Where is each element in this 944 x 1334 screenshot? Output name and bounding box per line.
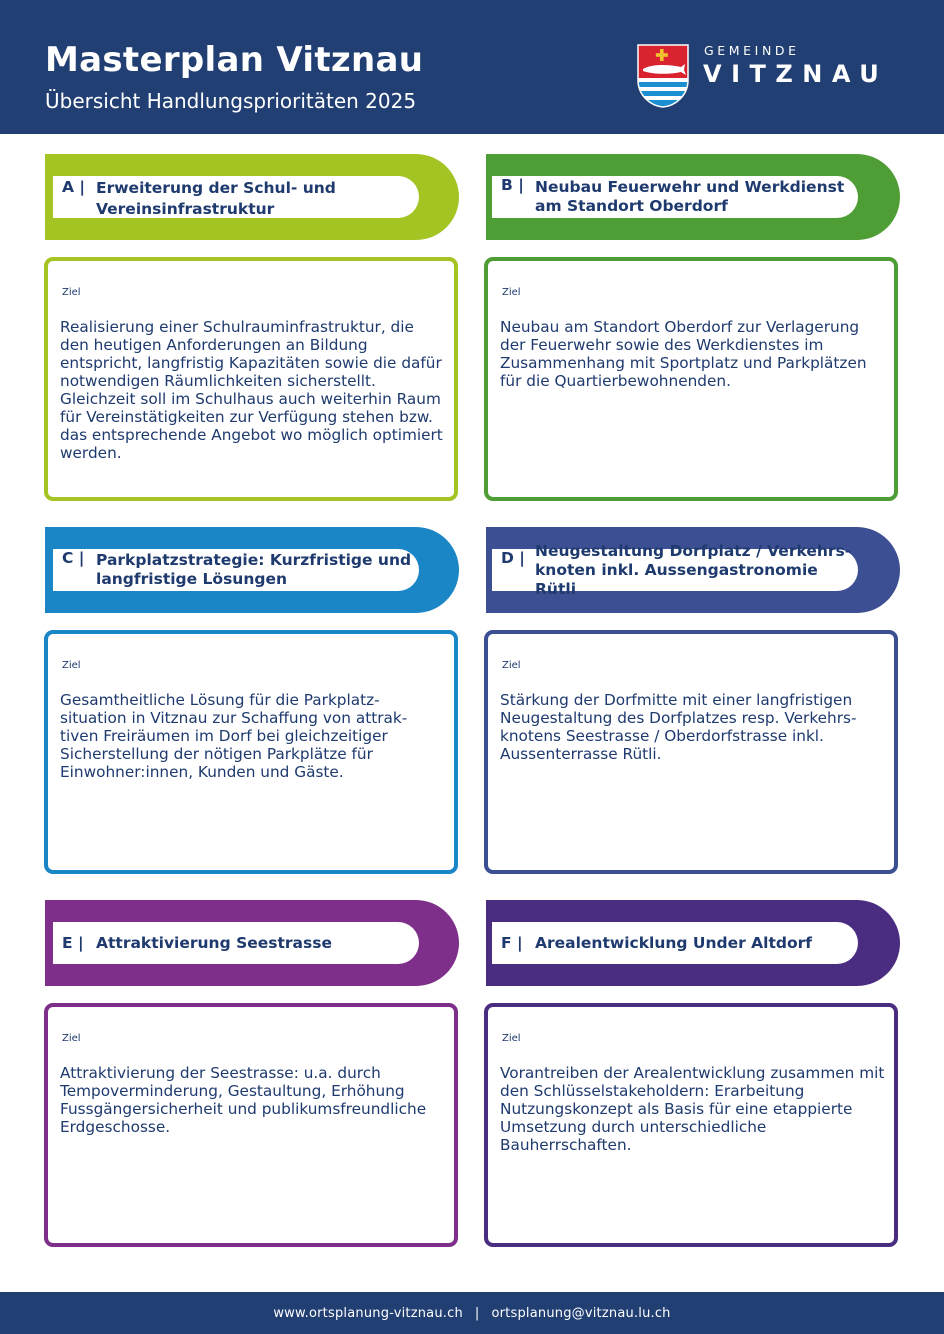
logo-gemeinde: GEMEINDE	[704, 43, 800, 58]
section-e-label: E |	[62, 933, 84, 952]
section-d-title: Neugestaltung Dorfplatz / Verkehrs- knoten inkl. Aussengastronomie Rütli	[535, 541, 852, 598]
section-d-card	[484, 630, 898, 874]
page-subtitle: Übersicht Handlungsprioritäten 2025	[45, 89, 417, 113]
section-d-text: Stärkung der Dorfmitte mit einer langfristigen Neugestaltung des Dorfplatzes resp. Verkehrs- knotens Seestrasse / Oberdorfstrasse inkl. Aussenterrasse Rütli.	[500, 691, 857, 763]
logo-vitznau: VITZNAU	[703, 60, 889, 88]
section-a-ziel: Ziel	[62, 287, 81, 298]
section-d-tab	[486, 527, 900, 613]
header-bar	[0, 0, 944, 134]
section-a-tab	[45, 154, 459, 240]
section-e-text: Attraktivierung der Seestrasse: u.a. durch Tempoverminderung, Gestaultung, Erhöhung Fussgängersicherheit und publikumsfreundliche Erdgeschosse.	[60, 1064, 427, 1136]
section-b-title: Neubau Feuerwehr und Werkdienst am Standort Oberdorf	[535, 178, 845, 215]
section-e-title: Attraktivierung Seestrasse	[96, 933, 332, 952]
section-a-card	[44, 257, 458, 501]
footer-website-link[interactable]: www.ortsplanung-vitznau.ch	[273, 1305, 463, 1321]
section-c-tab	[45, 527, 459, 613]
section-a-label: A |	[62, 178, 86, 196]
section-f-tab	[486, 900, 900, 986]
section-b-card	[484, 257, 898, 501]
section-c-ziel: Ziel	[62, 660, 81, 671]
section-c-text: Gesamtheitliche Lösung für die Parkplatz- situation in Vitznau zur Schaffung von attrak- tiven Freiräumen im Dorf bei gleichzeitiger Sicherstellung der nötigen Parkplätze für Einwohner:innen, Kunden und Gäste.	[60, 691, 408, 781]
section-e-tab	[45, 900, 459, 986]
footer-bar	[0, 1292, 944, 1334]
section-f-ziel: Ziel	[502, 1033, 521, 1044]
section-c-card	[44, 630, 458, 874]
section-a-title: Erweiterung der Schul- und Vereinsinfrastruktur	[96, 179, 336, 218]
section-d-label: D |	[501, 549, 525, 567]
section-b-ziel: Ziel	[502, 287, 521, 298]
section-c-label: C |	[62, 549, 85, 567]
section-d-ziel: Ziel	[502, 660, 521, 671]
section-e-card	[44, 1003, 458, 1247]
section-b-text: Neubau am Standort Oberdorf zur Verlagerung der Feuerwehr sowie des Werkdienstes im Zusammenhang mit Sportplatz und Parkplätzen für die Quartierbewohnenden.	[500, 318, 867, 390]
gemeinde-logo	[637, 44, 907, 108]
section-a-text: Realisierung einer Schulrauminfrastruktur, die den heutigen Anforderungen an Bildung entspricht, langfristig Kapazitäten sowie die dafür notwendigen Räumlichkeiten sicherstellt. Gleichzeit soll im Schulhaus auch weiterhin Raum für Vereinstätigkeiten zur Verfügung stehen bzw. das entsprechende Angebot wo möglich optimiert werden.	[60, 318, 443, 462]
page-title: Masterplan Vitznau	[45, 40, 424, 80]
section-f-label: F |	[501, 933, 523, 952]
section-f-text: Vorantreiben der Arealentwicklung zusammen mit den Schlüsselstakeholdern: Erarbeitung Nutzungskonzept als Basis für eine etappierte Umsetzung durch unterschiedliche Bauherrschaften.	[500, 1064, 885, 1154]
section-f-card	[484, 1003, 898, 1247]
footer-separator: |	[474, 1305, 480, 1321]
coat-of-arms-icon	[637, 44, 689, 108]
section-f-title: Arealentwicklung Under Altdorf	[535, 933, 813, 952]
section-c-title: Parkplatzstrategie: Kurzfristige und langfristige Lösungen	[96, 551, 412, 588]
footer-email-link[interactable]: ortsplanung@vitznau.lu.ch	[491, 1305, 671, 1321]
section-b-tab	[486, 154, 900, 240]
section-b-label: B |	[501, 176, 524, 194]
section-e-ziel: Ziel	[62, 1033, 81, 1044]
